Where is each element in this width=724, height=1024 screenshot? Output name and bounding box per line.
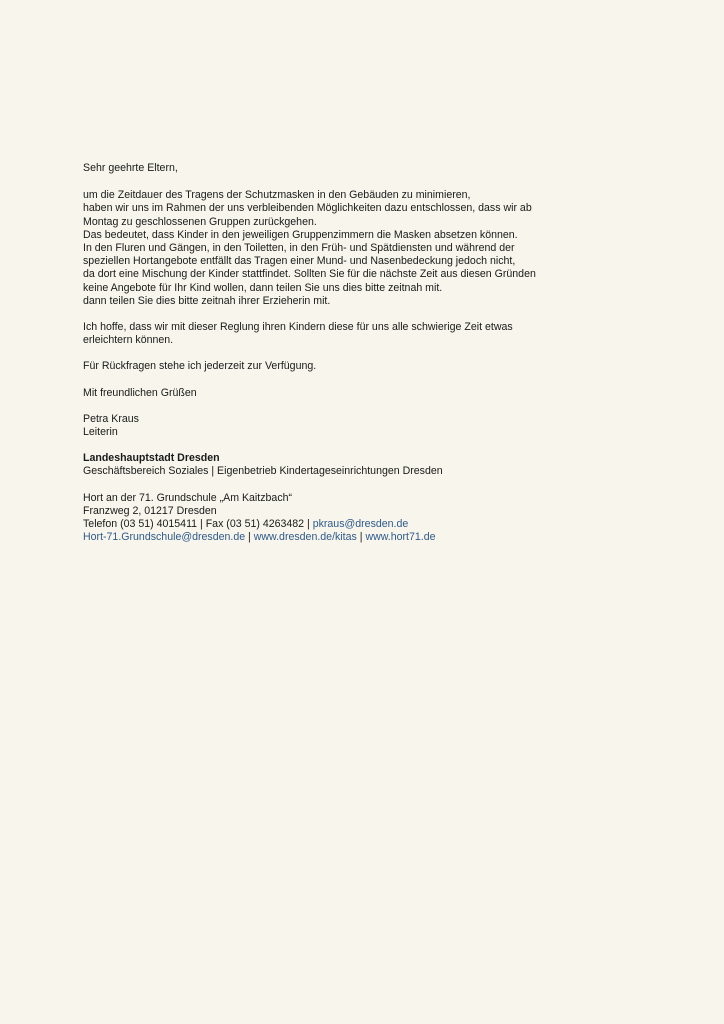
facility-address: Franzweg 2, 01217 Dresden (83, 504, 217, 517)
paragraph-1-line: haben wir uns im Rahmen der uns verbleibenden Möglichkeiten dazu entschlossen, dass wir ab (83, 202, 532, 215)
salutation: Sehr geehrte Eltern, (83, 162, 178, 174)
phone-fax: Telefon (03 51) 4015411 | Fax (03 51) 4263482 | (83, 518, 313, 531)
paragraph-1-line: Montag zu geschlossenen Gruppen zurückgehen. (83, 215, 317, 228)
paragraph-1-line: dann teilen Sie dies bitte zeitnah ihrer Erzieherin mit. (83, 294, 331, 307)
paragraph-2-line: Ich hoffe, dass wir mit dieser Reglung ihren Kindern diese für uns alle schwierige Zeit etwas (83, 321, 513, 334)
separator: | (245, 531, 254, 544)
web-hort-link[interactable]: www.hort71.de (365, 531, 436, 544)
paragraph-1-line: speziellen Hortangebote entfällt das Tragen einer Mund- und Nasenbedeckung jedoch nicht, (83, 255, 516, 268)
letter-body (83, 162, 643, 544)
contact-block (83, 492, 643, 545)
signer-role: Leiterin (83, 426, 118, 439)
email-personal-link[interactable]: pkraus@dresden.de (312, 518, 409, 531)
facility-name: Hort an der 71. Grundschule „Am Kaitzbach“ (83, 491, 293, 504)
organization-department: Geschäftsbereich Soziales | Eigenbetrieb Kindertageseinrichtungen Dresden (83, 465, 443, 478)
paragraph-1-line: In den Fluren und Gängen, in den Toiletten, in den Früh- und Spätdiensten und während der (83, 242, 515, 255)
closing: Mit freundlichen Grüßen (83, 386, 197, 399)
organization-block (83, 452, 643, 478)
paragraph-1-line: keine Angebote für Ihr Kind wollen, dann teilen Sie uns dies bitte zeitnah mit. (83, 281, 443, 294)
paragraph-1-line: da dort eine Mischung der Kinder stattfindet. Sollten Sie für die nächste Zeit aus diesen Gründen (83, 268, 536, 281)
email-hort-link[interactable]: Hort-71.Grundschule@dresden.de (83, 531, 246, 544)
paragraph-3: Für Rückfragen stehe ich jederzeit zur Verfügung. (83, 360, 317, 373)
web-kitas-link[interactable]: www.dresden.de/kitas (253, 531, 357, 544)
paragraph-1-line: um die Zeitdauer des Tragens der Schutzmasken in den Gebäuden zu minimieren, (83, 189, 471, 202)
web-line (83, 531, 643, 544)
phone-fax-line (83, 518, 643, 531)
paragraph-2 (83, 321, 643, 347)
paragraph-1-line: Das bedeutet, dass Kinder in den jeweiligen Gruppenzimmern die Masken absetzen können. (83, 228, 518, 241)
signature-block (83, 413, 643, 439)
paragraph-1 (83, 189, 643, 308)
signer-name: Petra Kraus (83, 412, 139, 425)
separator: | (356, 531, 366, 544)
paragraph-2-line: erleichtern können. (83, 334, 174, 347)
organization-name: Landeshauptstadt Dresden (83, 452, 220, 465)
